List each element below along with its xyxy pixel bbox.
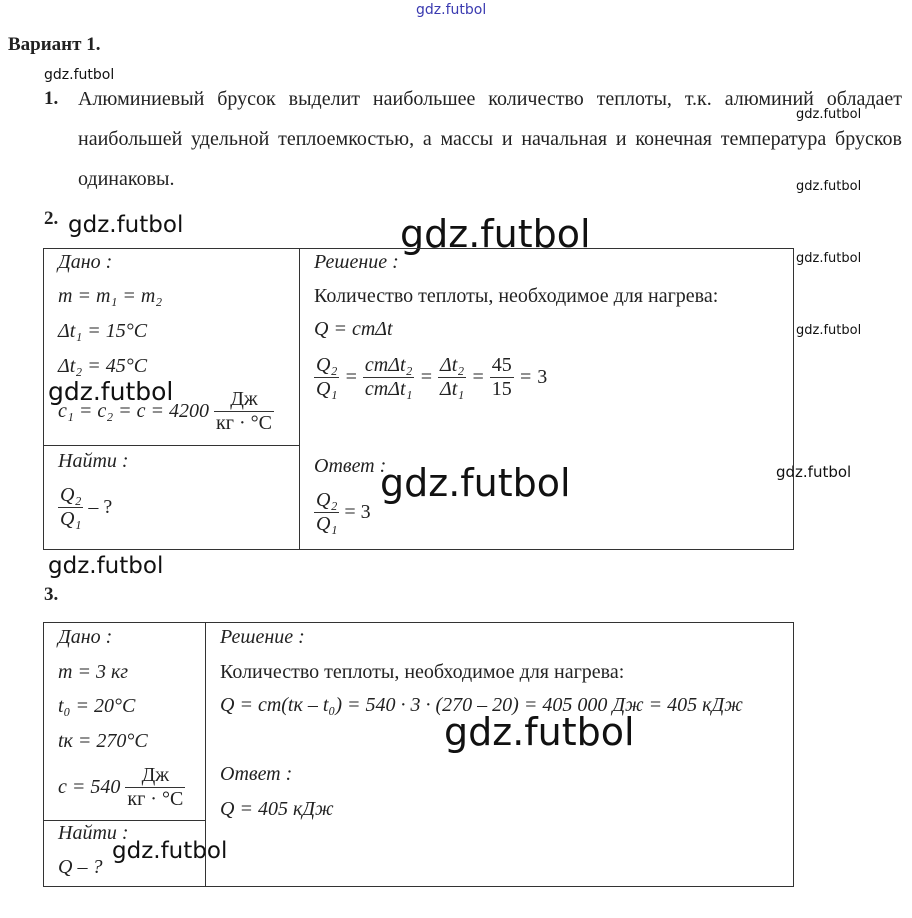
task2-solution-intro: Количество теплоты, необходимое для нагрева: [314,285,719,307]
watermark: gdz.futbol [796,323,862,338]
equals-sign: = [518,366,533,388]
task2-answer-tail: = 3 [344,501,371,523]
task1-text: Алюминиевый брусок выделит наибольшее количество теплоты, т.к. алюминий обладает наибольшей удельной теплоемкостью, а массы и начальная и конечная температура брусков одинаковы. [78,88,902,190]
task3-given-c [58,764,185,811]
ratio-num: cmΔt₂ [364,354,413,376]
task3-solution-intro: Количество теплоты, необходимое для нагрева: [220,661,625,683]
task2-given-dt2: Δt₂ = 45°C [58,355,148,377]
task2-answer-label: Ответ : [314,455,387,477]
watermark: gdz.futbol [380,461,571,505]
watermark-top: gdz.futbol [416,2,487,18]
task2-find-den: Q₁ [60,508,82,530]
task2-formula: Q = cmΔt [314,318,393,340]
ratio-den: 15 [491,378,512,400]
task3-find-value: Q – ? [58,856,103,878]
ratio-den: Q₁ [316,378,338,400]
ratio-num: Δt₂ [439,354,465,376]
task3-given-mass: m = 3 кг [58,661,129,683]
task3-solution-label: Решение : [220,626,305,648]
ratio-num: 45 [491,354,512,376]
task3-formula: Q = cm(tк – t₀) = 540 · 3 · (270 – 20) = 405 000 Дж = 405 кДж [220,694,743,716]
equals-sign: = [344,366,358,388]
task3-find-label: Найти : [58,822,129,844]
task3-c-unit [125,764,185,811]
watermark: gdz.futbol [400,212,591,256]
task2-find-fraction [58,484,83,531]
task2-given-c [58,388,274,435]
task3-divider [43,820,205,821]
task3-c-unit-den: кг · °C [127,788,184,810]
task3-c-unit-num: Дж [141,764,170,786]
equals-sign: = [419,366,433,388]
task2-answer-den: Q₁ [316,513,338,535]
task2-number: 2. [44,208,59,229]
task3-given-tk: tк = 270°C [58,730,148,752]
ratio-result: 3 [537,366,548,388]
task2-given-dt1: Δt₁ = 15°C [58,320,148,342]
watermark: gdz.futbol [796,179,862,194]
task2-divider [299,248,300,549]
task3-divider [205,622,206,886]
watermark: gdz.futbol [48,553,164,579]
task2-ratio-f1 [314,354,339,401]
watermark: gdz.futbol [48,377,174,406]
task2-answer-num: Q₂ [316,489,338,511]
task2-ratio-f3 [438,354,466,401]
task2-solution-label: Решение : [314,251,399,273]
task1-number: 1. [44,88,59,109]
task2-answer-fraction [314,489,339,536]
task2-c-unit-num: Дж [230,388,258,410]
task2-c-unit [214,388,274,435]
watermark: gdz.futbol [44,67,115,83]
task3-answer-value: Q = 405 кДж [220,798,334,820]
task2-given-mass: m = m₁ = m₂ [58,285,163,307]
ratio-num: Q₂ [316,354,338,376]
task2-ratio-f2 [363,354,415,401]
watermark: gdz.futbol [796,251,862,266]
task2-ratio [314,354,547,401]
task3-given-label: Дано : [58,626,113,648]
watermark: gdz.futbol [68,212,184,238]
task3-given-c-value: c = 540 [58,776,121,798]
watermark: gdz.futbol [776,463,852,481]
watermark: gdz.futbol [796,107,862,122]
task2-find-label: Найти : [58,450,129,472]
task2-given-c-value: c₁ = c₂ = c = 4200 [58,400,210,422]
equals-sign: = [471,366,485,388]
task3-given-t0: t₀ = 20°C [58,695,136,717]
ratio-den: cmΔt₁ [364,378,413,400]
variant-title: Вариант 1. [8,34,101,55]
task3-number: 3. [44,584,59,605]
task2-find [58,484,112,531]
task2-find-tail: – ? [88,496,113,518]
watermark: gdz.futbol [112,838,228,864]
task2-given-label: Дано : [58,251,113,273]
task2-find-num: Q₂ [60,484,82,506]
task2-ratio-f4 [490,354,514,401]
task3-answer-label: Ответ : [220,763,293,785]
task2-c-unit-den: кг · °C [216,412,272,434]
task2-divider [43,445,299,446]
ratio-den: Δt₁ [439,378,465,400]
task2-answer [314,489,371,536]
watermark: gdz.futbol [444,710,635,754]
